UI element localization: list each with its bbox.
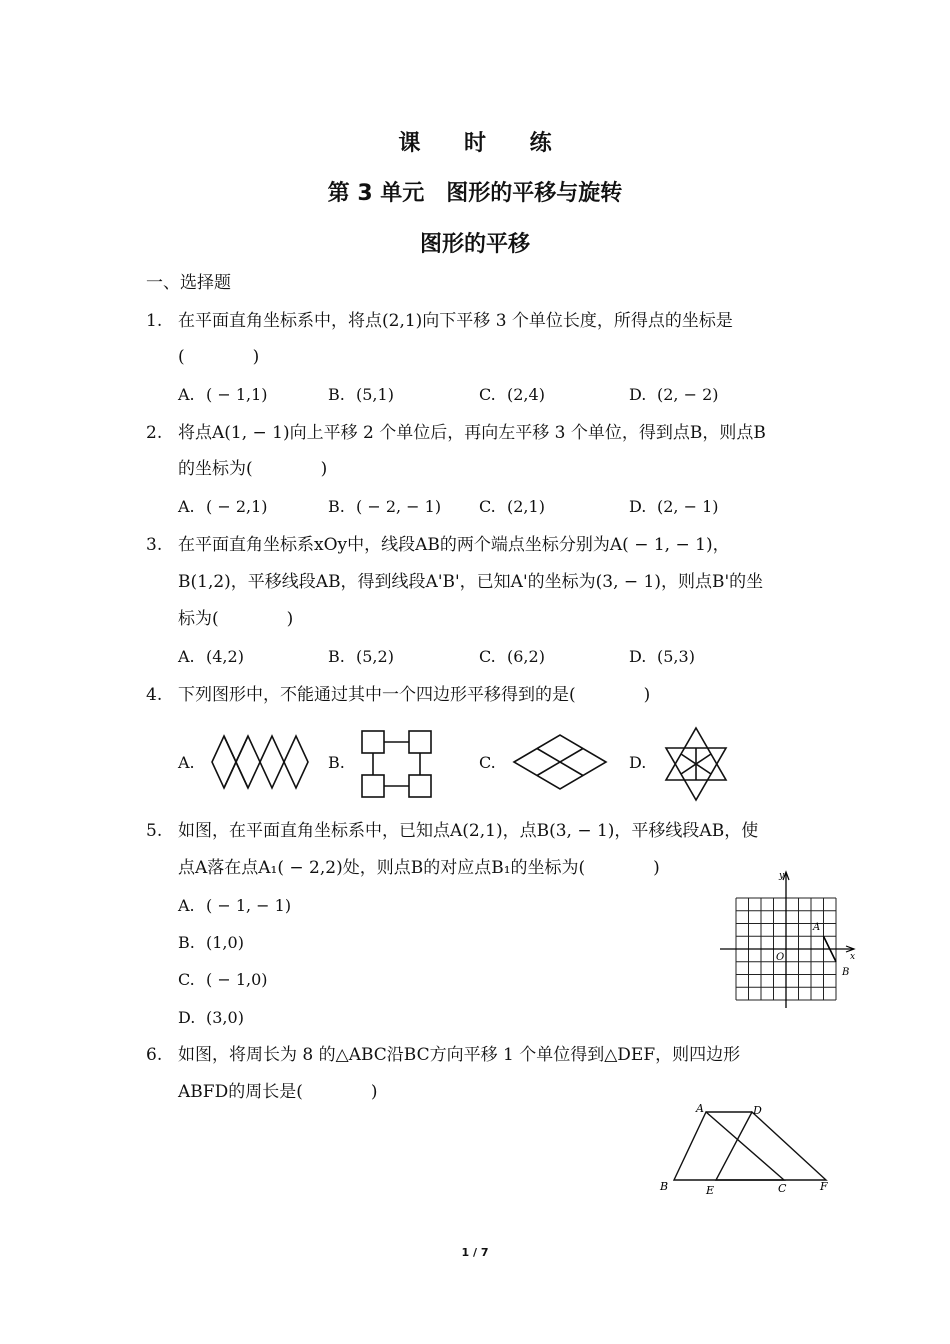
option-d [629, 383, 719, 407]
option-text: ( − 2,1) [206, 497, 268, 516]
question-text: 在平面直角坐标系中，将点(2,1)向下平移 3 个单位长度，所得点的坐标是 [178, 311, 733, 331]
option-label: D. [629, 647, 647, 666]
point-label-b: B [842, 967, 850, 978]
option-label: A. [178, 896, 195, 915]
question-number: 3. [146, 535, 163, 555]
section-heading: 一、选择题 [146, 273, 231, 293]
option-label: B. [328, 647, 345, 666]
option-text: ( − 1,1) [206, 385, 268, 404]
option-text: ( − 1, − 1) [206, 896, 292, 915]
option-label: C. [178, 970, 195, 989]
option-c [479, 645, 545, 669]
option-a [178, 495, 268, 519]
option-text: (5,3) [657, 647, 695, 666]
axis-label-x: x [850, 952, 856, 962]
option-d [629, 645, 695, 669]
page-number: 1 / 7 [461, 1246, 489, 1259]
question-text: ( ) [178, 347, 260, 367]
option-label: B. [328, 497, 345, 516]
option-label: A. [178, 385, 195, 404]
vertex-label-a: A [696, 1102, 704, 1115]
option-b [328, 645, 394, 669]
option-b-label: B. [328, 753, 345, 772]
question-number: 1. [146, 311, 163, 331]
option-text: (1,0) [206, 933, 244, 952]
question-text: 如图，在平面直角坐标系中，已知点A(2,1)，点B(3, − 1)，平移线段AB，使 [178, 821, 759, 841]
option-a [178, 645, 244, 669]
question-text: 的坐标为( ) [178, 459, 328, 479]
option-label: B. [328, 385, 345, 404]
coordinate-grid-figure [716, 866, 864, 1012]
option-c [178, 968, 268, 992]
question-number: 6. [146, 1045, 163, 1065]
doc-title: 课 时 练 [398, 131, 570, 156]
question-text: 将点A(1, − 1)向上平移 2 个单位后，再向左平移 3 个单位，得到点B，则点B [178, 423, 766, 443]
option-text: ( − 2, − 1) [356, 497, 442, 516]
triangle-translation-figure [656, 1100, 836, 1200]
question-text: ABFD的周长是( ) [178, 1082, 378, 1102]
option-label: C. [479, 497, 496, 516]
option-label: D. [178, 1008, 196, 1027]
option-text: ( − 1,0) [206, 970, 268, 989]
option-c [479, 383, 545, 407]
vertex-label-f: F [820, 1180, 828, 1193]
option-label: C. [479, 385, 496, 404]
option-text: (2, − 2) [657, 385, 719, 404]
question-text: B(1,2)，平移线段AB，得到线段A'B'，已知A'的坐标为(3, − 1)，则点B'的坐 [178, 572, 764, 592]
option-d [178, 1006, 244, 1030]
option-c [479, 495, 545, 519]
option-a [178, 383, 268, 407]
question-number: 4. [146, 685, 163, 705]
option-text: (6,2) [507, 647, 545, 666]
option-text: (2,4) [507, 385, 545, 404]
question-number: 2. [146, 423, 163, 443]
option-label: B. [178, 933, 195, 952]
option-label: D. [629, 497, 647, 516]
option-b [328, 383, 394, 407]
option-text: (5,1) [356, 385, 394, 404]
option-d-label: D. [629, 753, 647, 772]
unit-title: 第 3 单元 图形的平移与旋转 [327, 181, 623, 206]
option-label: C. [479, 647, 496, 666]
option-a-label: A. [178, 753, 195, 772]
option-text: (5,2) [356, 647, 394, 666]
origin-label: O [776, 952, 785, 963]
point-label-a: A [813, 922, 821, 933]
option-label: D. [629, 385, 647, 404]
option-d [629, 495, 719, 519]
option-c-label: C. [479, 753, 496, 772]
option-b [178, 931, 244, 955]
figure-c-rhombus [512, 733, 608, 791]
question-text: 在平面直角坐标系xOy中，线段AB的两个端点坐标分别为A( − 1, − 1)， [178, 535, 730, 555]
vertex-label-d: D [753, 1104, 762, 1117]
option-label: A. [178, 497, 195, 516]
lesson-title: 图形的平移 [419, 232, 530, 257]
question-number: 5. [146, 821, 163, 841]
question-text: 如图，将周长为 8 的△ABC沿BC方向平移 1 个单位得到△DEF，则四边形 [178, 1045, 741, 1065]
option-text: (3,0) [206, 1008, 244, 1027]
question-text: 标为( ) [178, 609, 294, 629]
figure-d-star [660, 726, 732, 802]
option-label: A. [178, 647, 195, 666]
figure-a-rhombi-row [210, 734, 310, 790]
figure-b-squares [360, 729, 434, 799]
option-b [328, 495, 441, 519]
option-text: (4,2) [206, 647, 244, 666]
option-a [178, 894, 291, 918]
vertex-label-c: C [778, 1182, 787, 1195]
question-text: 下列图形中，不能通过其中一个四边形平移得到的是( ) [178, 685, 651, 705]
vertex-label-b: B [660, 1180, 669, 1193]
option-text: (2,1) [507, 497, 545, 516]
vertex-label-e: E [706, 1184, 715, 1197]
option-text: (2, − 1) [657, 497, 719, 516]
question-text: 点A落在点A₁( − 2,2)处，则点B的对应点B₁的坐标为( ) [178, 858, 660, 878]
axis-label-y: y [779, 871, 785, 881]
